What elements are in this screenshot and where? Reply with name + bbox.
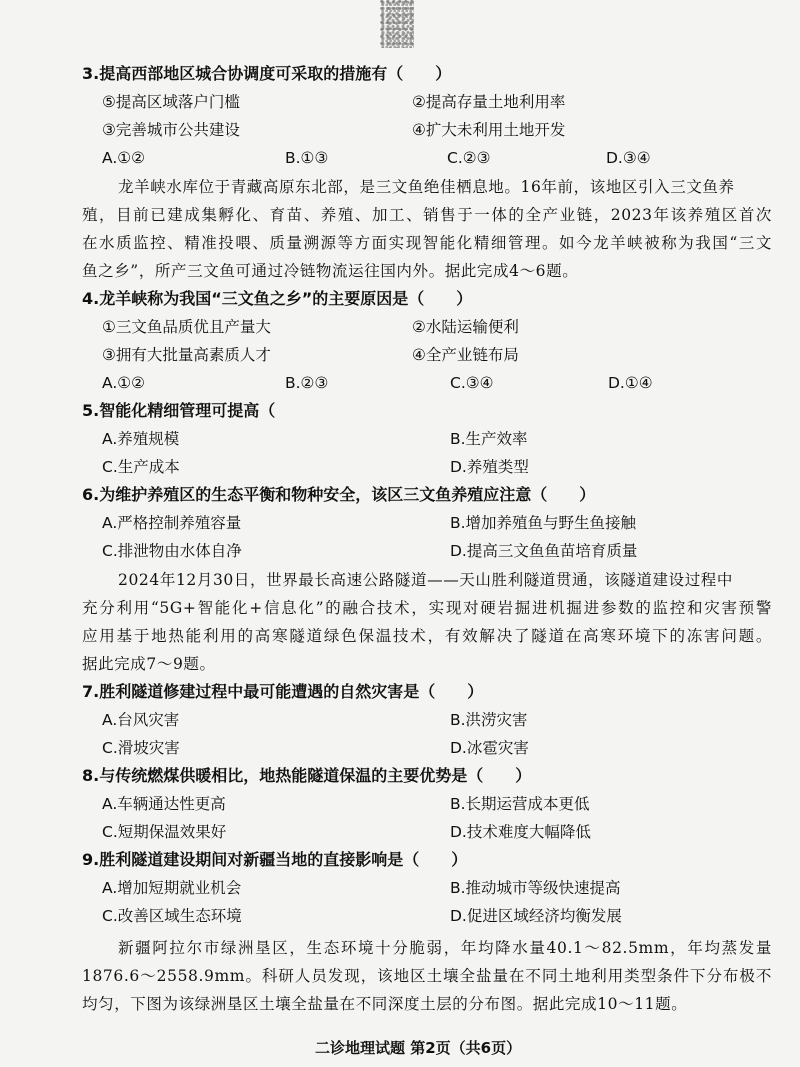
question-4-stem: 4.龙羊峡称为我国“三文鱼之乡”的主要原因是（ ） [82,289,473,308]
question-5-option-c: C.生产成本 [102,458,180,476]
question-7-option-b: B.洪涝灾害 [450,711,528,729]
question-9-option-d: D.促进区域经济均衡发展 [450,907,622,925]
question-3-choice-a: A.①② [102,149,146,167]
passage-3-line-1: 新疆阿拉尔市绿洲垦区，生态环境十分脆弱，年均降水量40.1～82.5mm，年均蒸发量 [118,939,772,957]
passage-3-line-3: 均匀，下图为该绿洲垦区土壤全盐量在不同深度土层的分布图。据此完成10～11题。 [82,995,688,1013]
question-6-option-a: A.严格控制养殖容量 [102,514,242,532]
question-7-stem: 7.胜利隧道修建过程中最可能遭遇的自然灾害是（ ） [82,682,484,701]
passage-2-line-2: 充分利用“5G+智能化+信息化”的融合技术，实现对硬岩掘进机掘进参数的监控和灾害预警 [82,599,772,617]
question-4-choice-c: C.③④ [450,374,494,392]
passage-3-line-2: 1876.6～2558.9mm。科研人员发现，该地区土壤全盐量在不同土地利用类型条件下分布极不 [82,967,772,985]
question-3-choice-c: C.②③ [447,149,491,167]
question-7-option-c: C.滑坡灾害 [102,739,180,757]
question-6-option-d: D.提高三文鱼鱼苗培育质量 [450,542,638,560]
question-3-option-2: ②提高存量土地利用率 [412,93,566,111]
passage-2-line-3: 应用基于地热能利用的高寒隧道绿色保温技术，有效解决了隧道在高寒环境下的冻害问题。 [82,627,772,645]
question-9-stem: 9.胜利隧道建设期间对新疆当地的直接影响是（ ） [82,850,468,869]
passage-1-line-4: 鱼之乡”，所产三文鱼可通过冷链物流运往国内外。据此完成4～6题。 [82,262,579,280]
page-footer: 二诊地理试题 第2页（共6页） [315,1039,522,1057]
question-9-option-a: A.增加短期就业机会 [102,879,242,897]
passage-2-line-4: 据此完成7～9题。 [82,655,216,673]
passage-1-line-1: 龙羊峡水库位于青藏高原东北部，是三文鱼绝佳栖息地。16年前，该地区引入三文鱼养 [118,178,735,196]
question-8-option-a: A.车辆通达性更高 [102,795,226,813]
passage-2-line-1: 2024年12月30日，世界最长高速公路隧道——天山胜利隧道贯通，该隧道建设过程中 [118,571,733,589]
question-3-stem: 3.提高西部地区城合协调度可采取的措施有（ ） [82,64,452,83]
question-7-option-a: A.台风灾害 [102,711,180,729]
question-9-option-b: B.推动城市等级快速提高 [450,879,621,897]
question-3-choice-b: B.①③ [285,149,329,167]
question-5-stem: 5.智能化精细管理可提高（ [82,401,276,420]
question-3-option-4: ④扩大未利用土地开发 [412,121,566,139]
passage-1-line-3: 在水质监控、精准投喂、质量溯源等方面实现智能化精细管理。如今龙羊峡被称为我国“三文 [82,234,772,252]
question-4-option-2: ②水陆运输便利 [412,318,519,336]
question-6-stem: 6.为维护养殖区的生态平衡和物种安全，该区三文鱼养殖应注意（ ） [82,485,596,504]
question-3-option-3: ③完善城市公共建设 [102,121,240,139]
question-6-option-c: C.排泄物由水体自净 [102,542,242,560]
question-4-option-1: ①三文鱼品质优且产量大 [102,318,271,336]
question-4-option-4: ④全产业链布局 [412,346,519,364]
question-8-option-d: D.技术难度大幅降低 [450,823,591,841]
question-7-option-d: D.冰雹灾害 [450,739,529,757]
question-8-stem: 8.与传统燃煤供暖相比，地热能隧道保温的主要优势是（ ） [82,766,532,785]
question-4-option-3: ③拥有大批量高素质人才 [102,346,271,364]
question-3-choice-d: D.③④ [606,149,651,167]
question-8-option-c: C.短期保温效果好 [102,823,227,841]
question-9-option-c: C.改善区域生态环境 [102,907,242,925]
question-6-option-b: B.增加养殖鱼与野生鱼接触 [450,514,637,532]
passage-1-line-2: 殖，目前已建成集孵化、育苗、养殖、加工、销售于一体的全产业链，2023年该养殖区首次 [82,206,772,224]
question-5-option-a: A.养殖规模 [102,430,180,448]
question-4-choice-d: D.①④ [608,374,653,392]
question-4-choice-b: B.②③ [285,374,329,392]
question-3-option-1: ⑤提高区域落户门槛 [102,93,240,111]
question-5-option-b: B.生产效率 [450,430,528,448]
question-4-choice-a: A.①② [102,374,146,392]
question-8-option-b: B.长期运营成本更低 [450,795,590,813]
question-5-option-d: D.养殖类型 [450,458,529,476]
scan-smudge [380,0,414,48]
